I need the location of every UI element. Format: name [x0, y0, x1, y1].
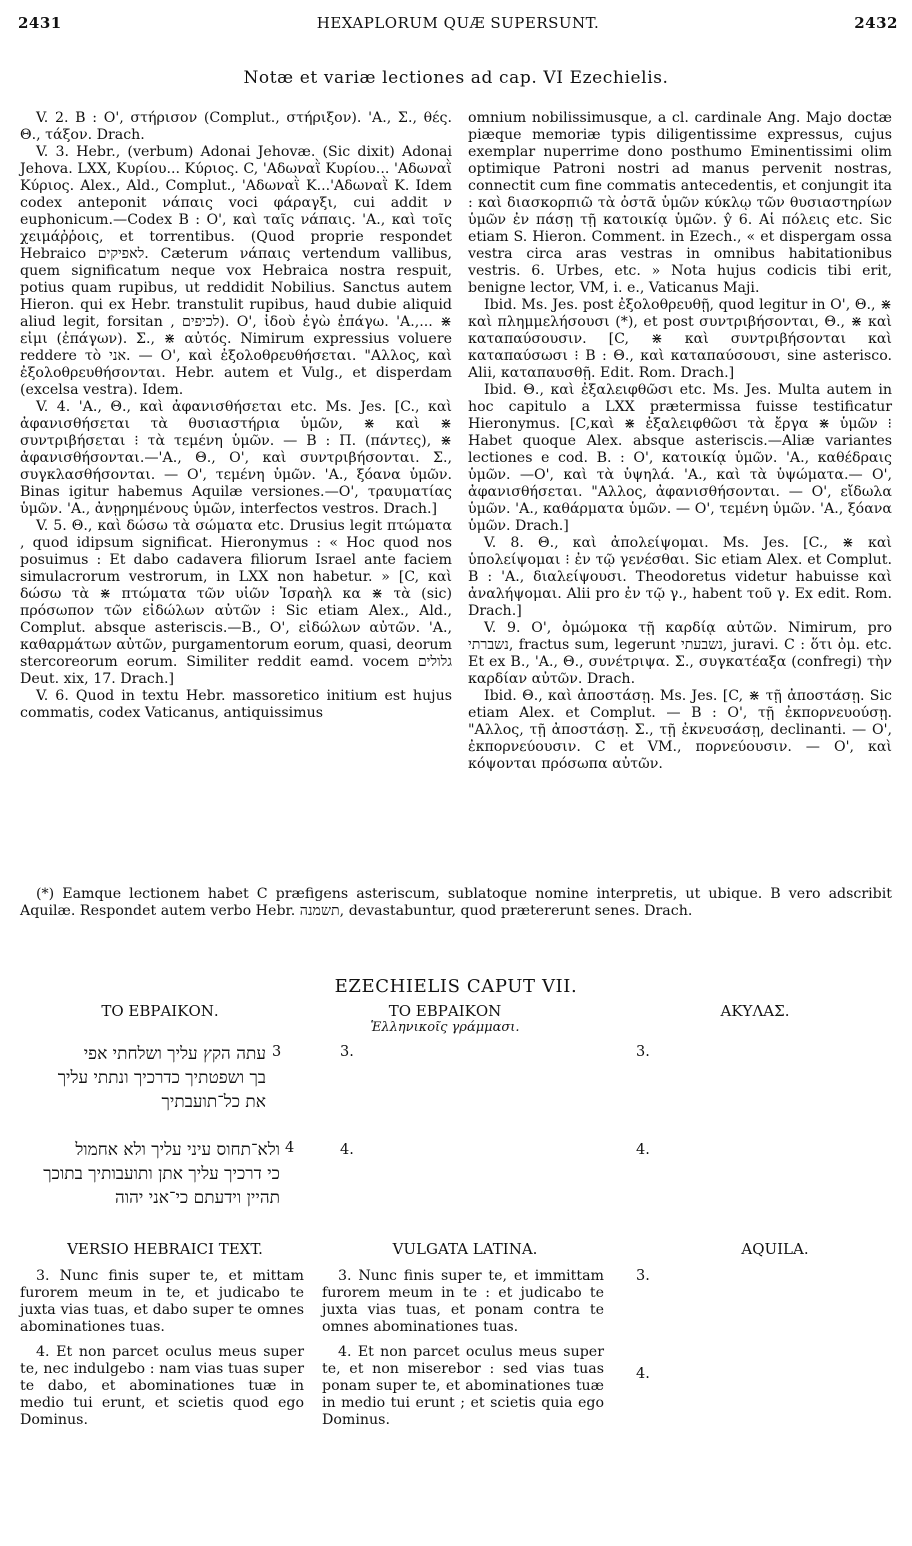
note-paragraph: V. 5. Θ., καὶ δώσω τὰ σώματα etc. Drusius legit πτώματα , quod idipsum significat. Hieronymus : « Hoc quod nos posuimus : Et dabo cadavera filiorum Israel ante faciem simulacrorum vestrorum, in LXX non habetur. » [C, καὶ δώσω τὰ ⋇ πτώματα τῶν υἱῶν Ἰσραὴλ κα ⋇ τὰ (sic) πρόσωπον τῶν εἰδώλων αὐτῶν ⁝ Sic etiam Alex., Ald., Complut. absque asteriscis.—B., Ο', εἰδώλων αὐτῶν. 'Α., καθαρμάτων αὐτῶν, purgamentorum eorum, quasi, deorum stercoreorum eorum. Similiter reddit eamd. vocem גלולים Deut. xix, 17. Drach.]	[20, 518, 452, 687]
chapter-title: EZECHIELIS CAPUT VII.	[334, 976, 578, 997]
column-header-versio: VERSIO HEBRAICI TEXT.	[67, 1240, 263, 1258]
greek-verse-number: 4.	[340, 1142, 354, 1158]
aquila-verse-number: 4.	[636, 1366, 650, 1382]
versio-column	[20, 1268, 304, 1437]
note-paragraph: V. 3. Hebr., (verbum) Adonai Jehovæ. (Sic dixit) Adonai Jehova. LXX, Κυρίου... Κύριος. C, 'Αδωναῒ Κυρίου... 'Αδωναῒ Κύριος. Alex., Ald., Complut., 'Αδωναῒ Κ...'Αδωναῒ Κ. Idem codex anteponit νάπαις voci φάραγξι, cui addit ν euphonicum.—Codex B : Ο', καὶ ταῖς νάπαις. 'Α., καὶ τοῖς χειμάῤῥοις, et torrentibus. (Quod proprie respondet Hebraico לאפיקים. Cæterum νάπαις vertendum vallibus, quem significatum neque vox Hebraica nostra respuit, potius quam rupibus, ut reddidit Nobilius. Sanctus autem Hieron. qui ex Hebr. transtulit rupibus, haud dubie aliquid aliud legit, forsitan , לכיפים). Ο', ἰδοὺ ἐγὼ ἐπάγω. 'Α.,... ⋇ εἰμι (ἐπάγων). Σ., ⋇ αὐτός. Nimirum expressius voluere reddere τὸ אני. — Ο', καὶ ἐξολοθρευθήσεται. "Αλλος, καὶ ἐξολοθρευθήσονται. Hebr. autem et Vulg., et disperdam (excelsa vestra). Idem.	[20, 144, 452, 398]
note-paragraph: Ibid. Θ., καὶ ἀποστάσῃ. Ms. Jes. [C, ⋇ τῇ ἀποστάσῃ. Sic etiam Alex. et Complut. — B : Ο', τῇ ἐκπορνευούσῃ. "Αλλος, τῇ ἀποστάσῃ. Σ., τῇ ἐκνευσάσῃ, declinanti. — Ο', ἐκπορνεύουσιν. C et VM., πορνεύουσιν. — Ο', καὶ κόψονται πρόσωπα αὐτῶν.	[468, 688, 892, 772]
running-title: HEXAPLORUM QUÆ SUPERSUNT.	[316, 14, 600, 32]
hebrew-verse	[34, 1138, 280, 1210]
hebrew-verse-number: 3	[272, 1044, 282, 1060]
column-header-vulgata: VULGATA LATINA.	[392, 1240, 538, 1258]
column-header-hebraikon: ΤΟ ΕΒΡΑΙΚΟΝ.	[101, 1002, 219, 1020]
note-paragraph: Ibid. Ms. Jes. post ἐξολοθρευθῇ, quod legitur in Ο', Θ., ⋇ καὶ πλημμελήσουσι (*), et post συντριβήσονται, Θ., ⋇ καὶ καταπαύσουσιν. [C, ⋇ καὶ συντριβήσονται καὶ καταπαύσωσι ⁝ B : Θ., καὶ καταπαύσουσι, sine asterisco. Alii, καταπαυσθῇ. Edit. Rom. Drach.]	[468, 297, 892, 381]
column-subheader-greek-letters: Ἑλληνικοῖς γράμμασι.	[370, 1020, 520, 1035]
note-paragraph: omnium nobilissimusque, a cl. cardinale Ang. Majo doctæ piæque memoriæ typis diligentissime expressus, cujus exemplar nuperrime dono posthumo Eminentissimi olim optimique Patroni nostri ad manus pervenit nostras, connectit cum fine commatis antecedentis, et conjungit ita : καὶ διασκορπιῶ τὰ ὀστᾶ ὑμῶν κύκλῳ τῶν θυσιαστηρίων ὑμῶν ἐν πάσῃ τῇ κατοικίᾳ ὑμῶν. ŷ 6. Αἱ πόλεις etc. Sic etiam S. Hieron. Comment. in Ezech., « et dispergam ossa vestra circa aras vestras in omnibus habitationibus vestris. 6. Urbes, etc. » Nota hujus codicis tibi erit, benigne lector, VM, i. e., Vaticanus Maji.	[468, 110, 892, 296]
note-paragraph: V. 8. Θ., καὶ ἀπολείψομαι. Ms. Jes. [C., ⋇ καὶ ὑπολείψομαι ⁝ ἐν τῷ γενέσθαι. Sic etiam Alex. et Complut. B : 'Α., διαλείψουσι. Theodoretus videtur habuisse καὶ ἀναλήψομαι. Alii pro ἐν τῷ γ., habent τοῦ γ. Ex edit. Rom. Drach.]	[468, 535, 892, 619]
hebrew-line: את כל־תועבתיך	[161, 1092, 266, 1112]
column-header-aquila: AQUILA.	[741, 1240, 809, 1258]
hebrew-line: תהיין וידעתם כי־אני יהוה	[114, 1188, 280, 1208]
footnote: (*) Eamque lectionem habet C præfigens asteriscum, sublatoque nomine interpretis, ut ubique. B vero adscribit Aquilæ. Respondet autem verbo Hebr. תשמנה, devastabuntur, quod prætererunt senes. Drach.	[20, 886, 892, 919]
versio-verse: 4. Et non parcet oculus meus super te, nec indulgebo : nam vias tuas super te dabo, et abominationes tuæ in medio tui erunt, et scietis quod ego Dominus.	[20, 1344, 304, 1428]
hebrew-line: כי דרכיך עליך אתן ותועבותיך בתוכך	[43, 1164, 280, 1184]
notes-title: Notæ et variæ lectiones ad cap. VI Ezechielis.	[243, 68, 669, 88]
note-paragraph: V. 4. 'Α., Θ., καὶ ἀφανισθήσεται etc. Ms. Jes. [C., καὶ ἀφανισθήσεται τὰ θυσιαστήρια ὑμῶν, ⋇ καὶ ⋇ συντριβήσεται ⁝ τὰ τεμένη ὑμῶν. — B : Π. (πάντες), ⋇ ἀφανισθήσονται.—'Α., Θ., Ο', καὶ συντριβήσονται. Σ., συγκλασθήσονται. — Ο', τεμένη ὑμῶν. 'Α., ξόανα ὑμῶν. Binas igitur habemus Aquilæ versiones.—Ο', τραυματίας ὑμῶν. 'Α., ἀνῃρημένους ὑμῶν, interfectos vestros. Drach.]	[20, 399, 452, 517]
note-paragraph: Ibid. Θ., καὶ ἐξαλειφθῶσι etc. Ms. Jes. Multa autem in hoc capitulo a LXX prætermissa fuisse testificatur Hieronymus. [C,καὶ ⋇ ἐξαλειφθῶσι τὰ ἔργα ⋇ ὑμῶν ⁝ Habet quoque Alex. absque asteriscis.—Aliæ variantes lectiones e cod. B. : Ο', κατοικίᾳ ὑμῶν. 'Α., καθέδραις ὑμῶν. —Ο', καὶ τὰ ὑψηλά. 'Α., καὶ τὰ ὑψώματα.— Ο', ἀφανισθήσεται. "Αλλος, ἀφανισθήσονται. — Ο', εἴδωλα ὑμῶν. 'Α., καθάρματα ὑμῶν. — Ο', τεμένη ὑμῶν. 'Α., ξόανα ὑμῶν. Drach.]	[468, 382, 892, 534]
column-header-hebraikon-greek: ΤΟ ΕΒΡΑΙΚΟΝ	[388, 1002, 502, 1020]
greek-verse-number: 3.	[340, 1044, 354, 1060]
akylas-verse-number: 4.	[636, 1142, 650, 1158]
running-header	[18, 14, 898, 36]
hebrew-verse-number: 4	[285, 1140, 295, 1156]
hebrew-verse	[40, 1042, 266, 1114]
hebrew-line: עתה הקץ עליך ושלחתי אפי	[83, 1044, 266, 1064]
note-paragraph: V. 6. Quod in textu Hebr. massoretico initium est hujus commatis, codex Vaticanus, antiquissimus	[20, 688, 452, 721]
page-number-left: 2431	[18, 14, 62, 32]
column-header-akylas: ΑΚΥΛΑΣ.	[720, 1002, 790, 1020]
hebrew-line: ולא־תחוס עיני עליך ולא אחמול	[75, 1140, 280, 1160]
vulgata-column	[322, 1268, 604, 1437]
note-paragraph: V. 2. B : Ο', στήρισον (Complut., στήριξον). 'Α., Σ., θές. Θ., τάξον. Drach.	[20, 110, 452, 143]
notes-column-left	[20, 110, 452, 722]
note-paragraph: V. 9. Ο', ὀμώμοκα τῇ καρδίᾳ αὐτῶν. Nimirum, pro נשברתי, fractus sum, legerunt נשבעתי, juravi. C : ὅτι ὀμ. etc. Et ex B., 'Α., Θ., συνέτριψα. Σ., συγκατέαξα (confregi) τὴν καρδίαν αὐτῶν. Drach.	[468, 620, 892, 687]
vulgata-verse: 4. Et non parcet oculus meus super te, et non miserebor : sed vias tuas ponam super te, et abominationes tuæ in medio tui erunt ; et scietis quia ego Dominus.	[322, 1344, 604, 1428]
akylas-verse-number: 3.	[636, 1044, 650, 1060]
versio-verse: 3. Nunc finis super te, et mittam furorem meum in te, et judicabo te juxta vias tuas, et dabo super te omnes abominationes tuas.	[20, 1268, 304, 1335]
notes-column-right	[468, 110, 892, 773]
aquila-verse-number: 3.	[636, 1268, 650, 1284]
hebrew-line: בך ושפטתיך כדרכיך ונתתי עליך	[57, 1068, 266, 1088]
vulgata-verse: 3. Nunc finis super te, et immittam furorem meum in te : et judicabo te juxta vias tuas, et ponam contra te omnes abominationes tuas.	[322, 1268, 604, 1335]
page-number-right: 2432	[854, 14, 898, 32]
